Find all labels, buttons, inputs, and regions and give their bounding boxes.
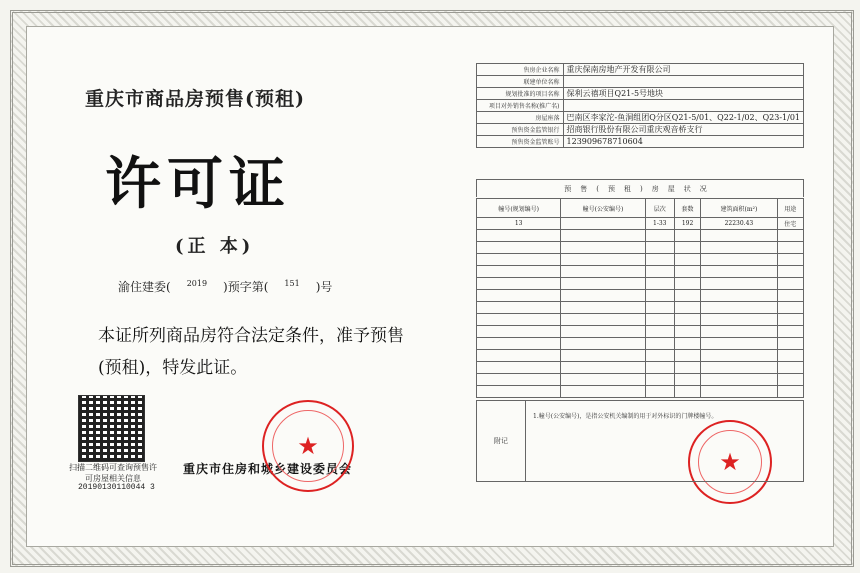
table-cell (701, 338, 777, 350)
table-cell (674, 278, 700, 290)
table-cell (561, 242, 645, 254)
info-value: 巴南区李家沱-鱼洞组团Q分区Q21-5/01、Q22-1/02、Q23-1/01 (563, 112, 803, 124)
table-row (477, 218, 804, 230)
table-row (477, 242, 804, 254)
table-cell (561, 254, 645, 266)
statement: 本证所列商品房符合法定条件，准予预售(预租)，特发此证。 (98, 326, 404, 378)
info-row (477, 88, 804, 100)
table-cell (477, 326, 561, 338)
table-row (477, 254, 804, 266)
table-row (477, 326, 804, 338)
info-label: 房屋座落 (477, 112, 564, 124)
table-cell (777, 326, 803, 338)
table-cell (645, 254, 674, 266)
table-cell (561, 230, 645, 242)
info-value: 重庆保南房地产开发有限公司 (563, 64, 803, 76)
info-row (477, 136, 804, 148)
table-cell (561, 374, 645, 386)
table-cell (477, 374, 561, 386)
info-value: 招商银行股份有限公司重庆观音桥支行 (563, 124, 803, 136)
table-cell (777, 266, 803, 278)
table-cell (674, 386, 700, 398)
table-cell: 住宅 (777, 218, 803, 230)
table-cell (777, 242, 803, 254)
table-cell (777, 278, 803, 290)
table-cell: 22230.43 (701, 218, 777, 230)
presale-header: 套数 (674, 199, 700, 218)
table-row (477, 290, 804, 302)
table-cell (477, 242, 561, 254)
table-cell (701, 326, 777, 338)
main-title: 许可证 (105, 151, 291, 217)
certificate-title: 重庆市商品房预售(预租) (85, 88, 305, 110)
table-cell (477, 230, 561, 242)
table-cell (674, 374, 700, 386)
presale-header: 幢号(公安编号) (561, 199, 645, 218)
table-cell (701, 374, 777, 386)
table-cell (645, 230, 674, 242)
table-cell (777, 386, 803, 398)
table-cell (477, 278, 561, 290)
info-label: 预售资金监管账号 (477, 136, 564, 148)
table-cell (701, 266, 777, 278)
table-row (477, 386, 804, 398)
table-cell (777, 338, 803, 350)
permit-number: 渝住建委( $^{2019}$ )预字第( $^{151}$ )号 (118, 279, 333, 294)
table-row (477, 266, 804, 278)
table-cell (701, 230, 777, 242)
table-cell (674, 326, 700, 338)
table-cell (777, 230, 803, 242)
qr-caption: 扫描二维码可查询预售许可房屋相关信息 (69, 463, 157, 483)
table-cell (777, 302, 803, 314)
table-cell (477, 302, 561, 314)
info-label: 售房企业名称 (477, 64, 564, 76)
info-label: 规划批准的项目名称 (477, 88, 564, 100)
table-cell (561, 386, 645, 398)
table-cell (561, 362, 645, 374)
table-cell (561, 314, 645, 326)
info-label: 预售资金监管银行 (477, 124, 564, 136)
table-cell: 13 (477, 218, 561, 230)
table-cell (674, 266, 700, 278)
table-cell (645, 362, 674, 374)
table-cell (645, 302, 674, 314)
table-cell (477, 254, 561, 266)
presale-header: 层次 (645, 199, 674, 218)
table-row (477, 350, 804, 362)
table-cell (777, 374, 803, 386)
table-cell (701, 386, 777, 398)
table-cell (674, 230, 700, 242)
table-cell (645, 278, 674, 290)
copy-type: (正 本) (175, 236, 255, 257)
table-cell (645, 290, 674, 302)
info-value (563, 76, 803, 88)
table-cell (777, 290, 803, 302)
table-cell (477, 338, 561, 350)
info-row (477, 76, 804, 88)
table-cell (477, 290, 561, 302)
table-cell (561, 302, 645, 314)
info-row (477, 64, 804, 76)
table-row (477, 362, 804, 374)
table-cell (561, 278, 645, 290)
table-cell (645, 326, 674, 338)
table-cell (561, 326, 645, 338)
table-cell (645, 338, 674, 350)
issuer: 重庆市住房和城乡建设委员会 (183, 462, 353, 476)
remark-text: 1.幢号(公安编号)，是指公安机关编制的用于对外标识的门牌楼幢号。 (533, 413, 718, 420)
table-cell (701, 254, 777, 266)
table-cell (645, 350, 674, 362)
table-cell (674, 290, 700, 302)
info-value: 123909678710604 (563, 136, 803, 148)
table-cell (561, 290, 645, 302)
info-row (477, 100, 804, 112)
table-row (477, 338, 804, 350)
star-icon: ★ (719, 448, 741, 476)
presale-header: 用途 (777, 199, 803, 218)
qr-code[interactable] (78, 395, 145, 462)
table-cell (701, 242, 777, 254)
info-table (476, 63, 804, 148)
table-row (477, 302, 804, 314)
official-seal (262, 400, 354, 492)
table-cell (674, 314, 700, 326)
table-cell (777, 254, 803, 266)
table-cell (645, 314, 674, 326)
table-cell (701, 290, 777, 302)
table-cell (701, 362, 777, 374)
presale-title: 预售(预租)房屋状况 (476, 179, 804, 197)
table-cell (701, 302, 777, 314)
certificate-number: 20190130110044 3 (78, 483, 155, 492)
presale-header: 幢号(规划编号) (477, 199, 561, 218)
presale-header: 建筑面积(m²) (701, 199, 777, 218)
table-cell (777, 362, 803, 374)
table-cell: 192 (674, 218, 700, 230)
table-cell (645, 374, 674, 386)
table-cell: 1-33 (645, 218, 674, 230)
table-row (477, 314, 804, 326)
table-cell (777, 350, 803, 362)
info-label: 联建单位名称 (477, 76, 564, 88)
table-cell (645, 266, 674, 278)
table-cell (674, 302, 700, 314)
table-cell (477, 350, 561, 362)
info-row (477, 124, 804, 136)
star-icon: ★ (297, 432, 319, 460)
table-cell (701, 314, 777, 326)
table-cell (674, 350, 700, 362)
table-cell (701, 278, 777, 290)
table-cell (674, 362, 700, 374)
table-cell (701, 350, 777, 362)
table-cell (561, 350, 645, 362)
table-row (477, 374, 804, 386)
table-cell (561, 218, 645, 230)
remark-label: 附记 (477, 401, 526, 481)
presale-header-row (477, 199, 804, 218)
table-cell (674, 338, 700, 350)
table-cell (477, 266, 561, 278)
table-cell (561, 338, 645, 350)
table-cell (477, 386, 561, 398)
table-cell (674, 254, 700, 266)
table-cell (674, 242, 700, 254)
info-value: 保利云禧项目Q21-5号地块 (563, 88, 803, 100)
info-row (477, 112, 804, 124)
info-value (563, 100, 803, 112)
remark-box (476, 400, 804, 482)
table-cell (777, 314, 803, 326)
info-label: 项目对外销售名称(推广名) (477, 100, 564, 112)
table-row (477, 230, 804, 242)
table-row (477, 278, 804, 290)
table-cell (477, 314, 561, 326)
table-cell (645, 242, 674, 254)
table-cell (477, 362, 561, 374)
presale-table (476, 198, 804, 398)
table-cell (561, 266, 645, 278)
table-cell (645, 386, 674, 398)
